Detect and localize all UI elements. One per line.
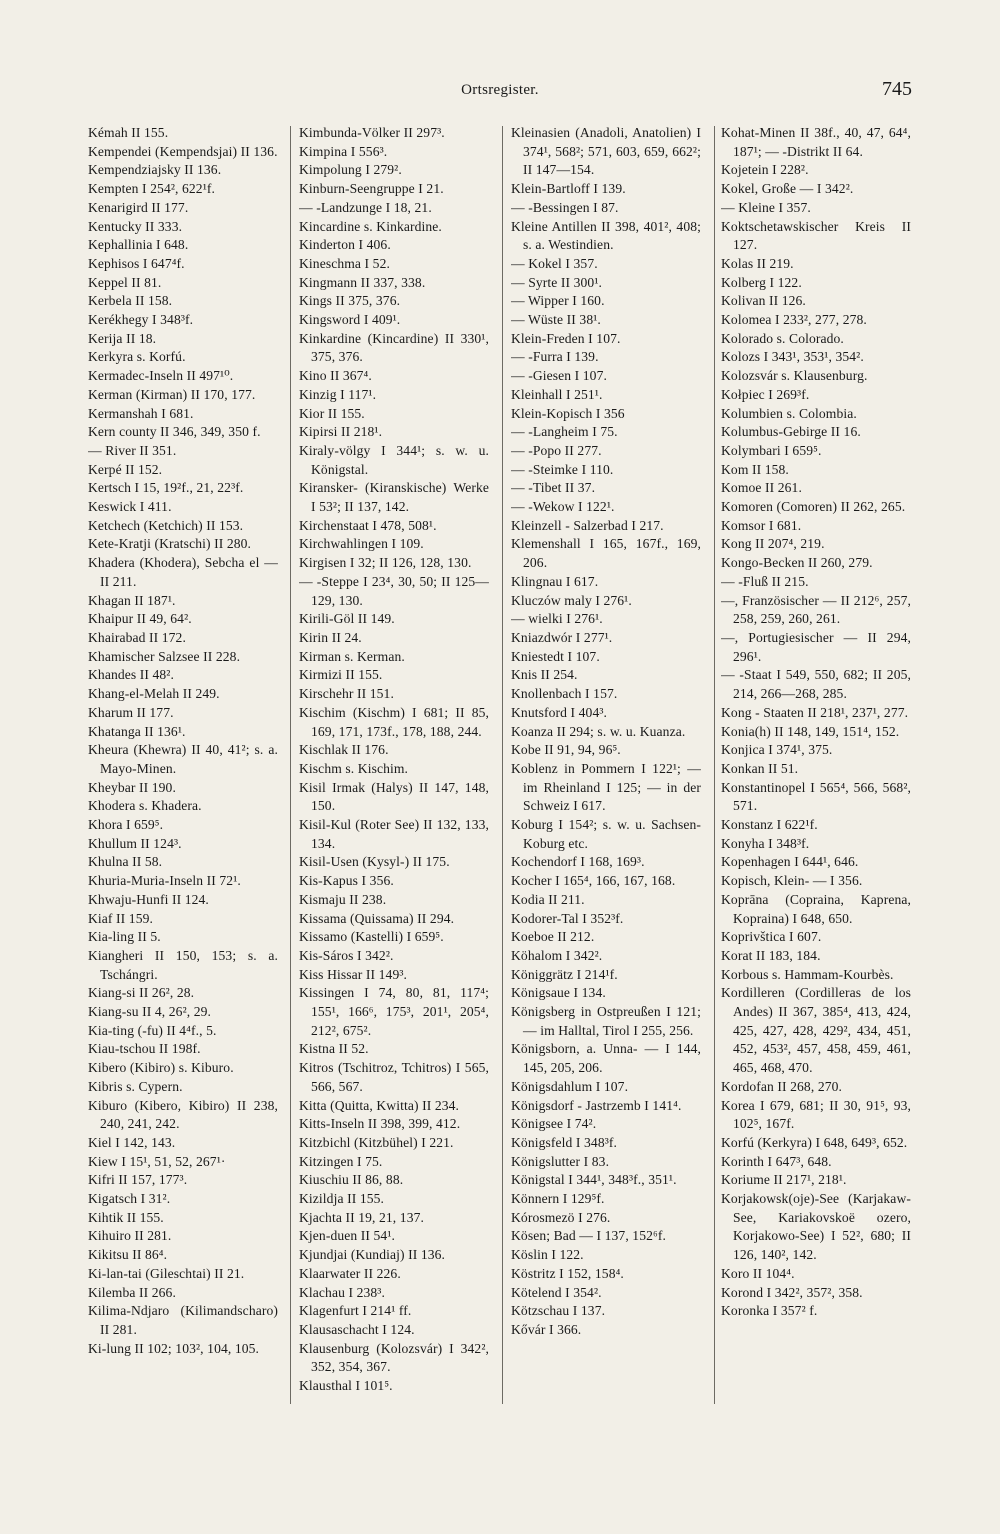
index-entry: Kischim (Kischm) I 681; II 85, 169, 171, 173f., 178, 188, 244. (299, 704, 489, 739)
index-entry: Klein-Bartloff I 139. (511, 181, 626, 197)
index-entry: Königsberg in Ostpreußen I 121; — im Halltal, Tirol I 255, 256. (511, 1004, 701, 1038)
index-entry: Kermadec-Inseln II 497¹⁰. (88, 368, 234, 384)
index-entry: — -Bessingen I 87. (511, 199, 619, 215)
index-entry: Königsdorf - Jastrzemb I 141⁴. (511, 1097, 682, 1113)
index-entry: Kővár I 366. (511, 1322, 582, 1337)
index-entry: Kingmann II 337, 338. (299, 274, 426, 290)
index-entry: Kirgisen I 32; II 126, 128, 130. (299, 555, 472, 571)
index-entry: — -Popo II 277. (511, 442, 602, 458)
index-entry: Königsdahlum I 107. (511, 1078, 629, 1094)
index-entry: Kom II 158. (721, 461, 789, 477)
index-entry: Kötzschau I 137. (511, 1303, 606, 1319)
index-entry: Kisil Irmak (Halys) II 147, 148, 150. (299, 779, 489, 814)
index-entry: Koeboe II 212. (511, 929, 595, 945)
index-entry: Konstanz I 622¹f. (721, 817, 818, 833)
index-entry: Kolomea I 233², 277, 278. (721, 312, 867, 328)
index-entry: Koro II 104⁴. (721, 1265, 795, 1281)
index-entry: Kheybar II 190. (88, 779, 176, 795)
index-entry: — -Tibet II 37. (511, 480, 596, 496)
index-entry: Kolymbari I 659⁵. (721, 442, 822, 458)
index-entry: Kohat-Minen II 38f., 40, 47, 64⁴, 187¹; — -Distrikt II 64. (721, 125, 911, 159)
index-entry: Kertsch I 15, 19²f., 21, 22³f. (88, 480, 244, 496)
index-entry: Königstal I 344¹, 348³f., 351¹. (511, 1172, 677, 1188)
index-entry: Kiraly-völgy I 344¹; s. w. u. Königstal. (299, 442, 489, 477)
index-entry: Kia-ling II 5. (88, 929, 161, 945)
index-entry: Khagan II 187¹. (88, 592, 176, 608)
index-entry: Kinburn-Seengruppe I 21. (299, 181, 444, 197)
index-entry: Kerman (Kirman) II 170, 177. (88, 386, 256, 402)
index-entry: Kinderton I 406. (299, 237, 391, 253)
index-entry: Kolorado s. Colorado. (721, 330, 844, 346)
index-entry: — -Fluß II 215. (721, 573, 809, 589)
index-entry: Khatanga II 136¹. (88, 723, 186, 739)
index-entry: Kino II 367⁴. (299, 368, 372, 384)
index-entry: Ketchech (Ketchich) II 153. (88, 517, 244, 533)
index-entry: Kösen; Bad — I 137, 152⁶f. (511, 1228, 666, 1244)
index-entry: Klausenburg (Kolozsvár) I 342², 352, 354, 367. (299, 1340, 489, 1375)
index-entry: Königslutter I 83. (511, 1153, 610, 1169)
index-entry: Kitta (Quitta, Kwitta) II 234. (299, 1097, 460, 1113)
index-entry: Kempendziajsky II 136. (88, 162, 222, 178)
index-entry: Kerékhegy I 348³f. (88, 312, 194, 328)
index-entry: Kimbunda-Völker II 297³. (299, 125, 445, 140)
index-entry: Korea I 679, 681; II 30, 91⁵, 93, 102⁵, 167f. (721, 1097, 911, 1132)
index-entry: Knis II 254. (511, 667, 578, 683)
index-entry: — River II 351. (88, 442, 177, 458)
index-entry: Koanza II 294; s. w. u. Kuanza. (511, 723, 686, 739)
index-entry: Kordilleren (Cordilleras de los Andes) II 367, 385⁴, 413, 424, 425, 427, 428, 429², 434, 451, 452, 453², 457, 458, 459, 461, 465, 468, 470. (721, 985, 911, 1076)
index-entry: Kinzig I 117¹. (299, 386, 377, 402)
index-entry: Kismaju II 238. (299, 891, 387, 907)
index-entry: Kipirsi II 218¹. (299, 424, 383, 440)
index-entry: Kihuiro II 281. (88, 1228, 172, 1244)
index-entry: Königsaue I 134. (511, 985, 606, 1001)
index-entry: Kineschma I 52. (299, 255, 390, 271)
index-entry: Khodera s. Khadera. (88, 798, 202, 814)
index-entry: Koblenz in Pommern I 122¹; — im Rheinland I 125; — in der Schweiz I 617. (511, 760, 701, 814)
index-entry: Köstritz I 152, 158⁴. (511, 1265, 624, 1281)
index-entry: Kopisch, Klein- — I 356. (721, 873, 863, 889)
index-entry: Kitts-Inseln II 398, 399, 412. (299, 1116, 461, 1132)
index-entry: —, Portugiesischer — II 294, 296¹. (721, 629, 911, 664)
index-entry: Kniestedt I 107. (511, 648, 600, 664)
index-entry: Klingnau I 617. (511, 573, 599, 589)
index-entry: Kiuschiu II 86, 88. (299, 1172, 404, 1188)
index-entry: Korond I 342², 357², 358. (721, 1284, 863, 1300)
index-entry: — Wipper I 160. (511, 293, 605, 309)
index-entry: Kjundjai (Kundiaj) II 136. (299, 1247, 446, 1263)
index-entry: Khairabad II 172. (88, 629, 186, 645)
index-entry: Kissingen I 74, 80, 81, 117⁴; 155¹, 166⁶, 175³, 201¹, 205⁴, 212², 675². (299, 985, 489, 1038)
index-entry: Kephisos I 647⁴f. (88, 255, 185, 271)
index-entry: Korbous s. Hammam-Kourbès. (721, 966, 894, 982)
index-entry: Kempten I 254², 622¹f. (88, 181, 216, 197)
index-entry: Korjakowsk(oje)-See (Karjakaw-See, Kariakovskoë ozero, Korjakowo-See) I 52², 680; II 126, 140², 142. (721, 1191, 911, 1263)
index-entry: — -Langheim I 75. (511, 424, 618, 440)
index-entry: Koburg I 154²; s. w. u. Sachsen-Koburg etc. (511, 817, 701, 851)
index-entry: Keppel II 81. (88, 274, 162, 290)
index-column-4 (721, 124, 911, 1414)
index-entry: Kórosmezö I 276. (511, 1209, 611, 1225)
index-entry: Kihtik II 155. (88, 1209, 164, 1225)
index-entry: Kischlak II 176. (299, 742, 389, 758)
column-divider (714, 126, 715, 1404)
index-entry: Kerpé II 152. (88, 461, 163, 477)
index-entry: Kolozsvár s. Klausenburg. (721, 368, 868, 384)
index-entry: — -Landzunge I 18, 21. (299, 199, 432, 215)
index-entry: Kisil-Usen (Kysyl-) II 175. (299, 854, 450, 870)
index-entry: Kenarigird II 177. (88, 199, 189, 215)
index-entry: Köslin I 122. (511, 1247, 584, 1263)
index-entry: Köhalom I 342². (511, 947, 603, 963)
index-entry: Kleinhall I 251¹. (511, 386, 603, 402)
index-entry: Komoe II 261. (721, 480, 802, 496)
index-entry: Komoren (Comoren) II 262, 265. (721, 499, 906, 515)
index-entry: Kolas II 219. (721, 255, 794, 271)
index-entry: Kempendei (Kempendsjai) II 136. (88, 143, 278, 159)
index-entry: Ki-lung II 102; 103², 104, 105. (88, 1340, 260, 1356)
index-entry: Kjen-duen II 54¹. (299, 1228, 395, 1244)
index-entry: Kephallinia I 648. (88, 237, 189, 253)
index-entry: Kis-Kapus I 356. (299, 873, 394, 889)
index-entry: Kerbela II 158. (88, 293, 173, 309)
index-entry: Kistna II 52. (299, 1041, 369, 1057)
index-entry: Kiransker- (Kiranskische) Werke I 53²; II 137, 142. (299, 480, 489, 515)
index-entry: Kerija II 18. (88, 330, 157, 346)
index-entry: Kolozs I 343¹, 353¹, 354². (721, 349, 864, 365)
index-entry: Kolivan II 126. (721, 293, 806, 309)
index-entry: Kingsword I 409¹. (299, 312, 401, 328)
index-entry: Kimpina I 556³. (299, 143, 388, 159)
index-entry: Königsfeld I 348³f. (511, 1134, 618, 1150)
index-entry: Königgrätz I 214¹f. (511, 966, 618, 982)
index-entry: Kitzingen I 75. (299, 1153, 383, 1169)
index-entry: Kleinasien (Anadoli, Anatolien) I 374¹, 568²; 571, 603, 659, 662²; II 147—154. (511, 125, 701, 178)
index-entry: Kleinzell - Salzerbad I 217. (511, 517, 664, 533)
index-entry: Kolberg I 122. (721, 274, 802, 290)
index-entry: Klein-Kopisch I 356 (511, 405, 625, 421)
index-entry: Keswick I 411. (88, 499, 172, 515)
index-entry: Konkan II 51. (721, 760, 799, 776)
index-entry: Kirman s. Kerman. (299, 648, 405, 664)
index-column-1 (88, 124, 278, 1414)
index-entry: Khulna II 58. (88, 854, 163, 870)
index-entry: Kitzbichl (Kitzbühel) I 221. (299, 1134, 454, 1150)
index-entry: Kifri II 157, 177³. (88, 1172, 188, 1188)
index-entry: Kirchwahlingen I 109. (299, 536, 424, 552)
index-entry: Kémah II 155. (88, 125, 169, 140)
index-entry: Khwaju-Hunfi II 124. (88, 891, 209, 907)
index-entry: Kötelend I 354². (511, 1284, 602, 1300)
index-entry: Kirchenstaat I 478, 508¹. (299, 517, 437, 533)
index-entry: — -Furra I 139. (511, 349, 599, 365)
index-entry: Könnern I 129⁵f. (511, 1191, 605, 1207)
index-entry: Khullum II 124³. (88, 835, 182, 851)
index-entry: Kiss Hissar II 149³. (299, 966, 408, 982)
index-entry: — -Staat I 549, 550, 682; II 205, 214, 266—268, 285. (721, 667, 911, 702)
index-entry: Kodorer-Tal I 352³f. (511, 910, 624, 926)
index-entry: Kiburo (Kibero, Kibiro) II 238, 240, 241, 242. (88, 1097, 278, 1132)
index-entry: — Kokel I 357. (511, 255, 598, 271)
index-entry: Koktschetawskischer Kreis II 127. (721, 218, 911, 253)
index-entry: Kinkardine (Kincardine) II 330¹, 375, 376. (299, 330, 489, 365)
index-entry: Korinth I 647³, 648. (721, 1153, 832, 1169)
index-entry: Kodia II 211. (511, 891, 585, 907)
index-entry: Korfú (Kerkyra) I 648, 649³, 652. (721, 1134, 908, 1150)
index-entry: Kokel, Große — I 342². (721, 181, 854, 197)
index-entry: Kojetein I 228². (721, 162, 809, 178)
index-entry: Kheura (Khewra) II 40, 41²; s. a. Mayo-Minen. (88, 742, 278, 776)
index-entry: Kis-Sáros I 342². (299, 947, 394, 963)
index-entry: Kirschehr II 151. (299, 686, 394, 702)
index-entry: Kibero (Kibiro) s. Kiburo. (88, 1060, 234, 1076)
index-entry: Kern county II 346, 349, 350 f. (88, 424, 261, 440)
index-entry: Khaipur II 49, 64². (88, 611, 192, 627)
index-entry: Kolumbien s. Colombia. (721, 405, 857, 421)
index-entry: Kharum II 177. (88, 704, 174, 720)
index-entry: Kirmizi II 155. (299, 667, 383, 683)
index-entry: Kincardine s. Kinkardine. (299, 218, 442, 234)
index-entry: Komsor I 681. (721, 517, 802, 533)
index-entry: Khang-el-Melah II 249. (88, 686, 220, 702)
index-entry: Koprivštica I 607. (721, 929, 822, 945)
index-entry: Khadera (Khodera), Sebcha el — II 211. (88, 555, 278, 589)
page-number: 745 (882, 78, 912, 100)
index-entry: Kiel I 142, 143. (88, 1134, 176, 1150)
index-entry: Kongo-Becken II 260, 279. (721, 555, 873, 571)
index-entry: Kitros (Tschitroz, Tchitros) I 565, 566, 567. (299, 1060, 489, 1094)
index-entry: Khamischer Salzsee II 228. (88, 648, 241, 664)
index-entry: — Syrte II 300¹. (511, 274, 603, 290)
index-entry: Kolumbus-Gebirge II 16. (721, 424, 861, 440)
index-entry: Kiaf II 159. (88, 910, 153, 926)
index-entry: Kirin II 24. (299, 629, 362, 645)
column-divider (290, 126, 291, 1404)
index-entry: Kerkyra s. Korfú. (88, 349, 186, 365)
index-entry: Kong II 207⁴, 219. (721, 536, 825, 552)
index-entry: Kischm s. Kischim. (299, 760, 409, 776)
index-column-3 (511, 124, 701, 1414)
index-entry: Kilemba II 266. (88, 1284, 176, 1300)
index-entry: Kiangheri II 150, 153; s. a. Tschángri. (88, 947, 278, 982)
index-entry: Kochendorf I 168, 169³. (511, 854, 645, 870)
index-entry: — -Steimke I 110. (511, 461, 614, 477)
index-entry: Khuria-Muria-Inseln II 72¹. (88, 873, 241, 889)
index-entry: Klausthal I 101⁵. (299, 1378, 393, 1394)
index-entry: Kibris s. Cypern. (88, 1078, 183, 1094)
index-entry: Kobe II 91, 94, 96⁵. (511, 742, 621, 758)
index-entry: Klachau I 238³. (299, 1284, 385, 1300)
index-entry: Kiau-tschou II 198f. (88, 1041, 201, 1057)
index-entry: Kordofan II 268, 270. (721, 1078, 843, 1094)
index-entry: Klaarwater II 226. (299, 1265, 401, 1281)
index-entry: Kiang-si II 26², 28. (88, 985, 195, 1001)
index-entry: Kiew I 15¹, 51, 52, 267¹· (88, 1153, 226, 1169)
index-entry: Kikitsu II 86⁴. (88, 1247, 168, 1263)
index-entry: Kisil-Kul (Roter See) II 132, 133, 134. (299, 817, 489, 851)
index-entry: — Kleine I 357. (721, 199, 811, 215)
index-entry: Kings II 375, 376. (299, 293, 401, 309)
index-entry: Klausaschacht I 124. (299, 1322, 415, 1337)
index-entry: Kjachta II 19, 21, 137. (299, 1209, 424, 1225)
index-entry: Kermanshah I 681. (88, 405, 194, 421)
index-entry: Kocher I 165⁴, 166, 167, 168. (511, 873, 676, 889)
index-entry: Kopenhagen I 644¹, 646. (721, 854, 859, 870)
index-entry: Kilima-Ndjaro (Kilimandscharo) II 281. (88, 1303, 278, 1337)
index-entry: Koronka I 357² f. (721, 1303, 818, 1319)
index-entry: Konyha I 348³f. (721, 835, 810, 851)
index-entry: Kniazdwór I 277¹. (511, 629, 613, 645)
index-entry: Königsborn, a. Unna- — I 144, 145, 205, 206. (511, 1041, 701, 1076)
index-entry: Kissama (Quissama) II 294. (299, 910, 455, 926)
index-entry: Koriume II 217¹, 218¹. (721, 1172, 847, 1188)
index-entry: Kigatsch I 31². (88, 1191, 171, 1207)
index-entry: Kong - Staaten II 218¹, 237¹, 277. (721, 704, 909, 720)
column-divider (502, 126, 503, 1404)
index-entry: Klein-Freden I 107. (511, 330, 621, 346)
index-entry: — -Wekow I 122¹. (511, 499, 615, 515)
index-column-2 (299, 124, 489, 1414)
index-entry: —, Französischer — II 212⁶, 257, 258, 259, 260, 261. (721, 592, 911, 627)
index-entry: Kia-ting (-fu) II 4⁴f., 5. (88, 1022, 217, 1038)
index-entry: Kołpiec I 269³f. (721, 386, 810, 402)
index-entry: Kentucky II 333. (88, 218, 183, 234)
index-entry: Khora I 659⁵. (88, 817, 164, 833)
index-entry: Kleine Antillen II 398, 401², 408; s. a. Westindien. (511, 218, 701, 253)
index-entry: Khandes II 48². (88, 667, 174, 683)
index-entry: — -Steppe I 23⁴, 30, 50; II 125—129, 130. (299, 573, 489, 608)
index-entry: — wielki I 276¹. (511, 611, 603, 627)
index-entry: Kimpolung I 279². (299, 162, 402, 178)
index-entry: Kissamo (Kastelli) I 659⁵. (299, 929, 444, 945)
index-entry: Kluczów maly I 276¹. (511, 592, 632, 608)
index-columns (88, 124, 910, 1414)
index-entry: Konia(h) II 148, 149, 151⁴, 152. (721, 723, 900, 739)
index-entry: Knutsford I 404³. (511, 704, 608, 720)
index-entry: — -Giesen I 107. (511, 368, 607, 384)
index-entry: Klagenfurt I 214¹ ff. (299, 1303, 412, 1319)
index-entry: Königsee I 74². (511, 1116, 597, 1132)
running-title: Ortsregister. (461, 82, 539, 98)
index-entry: Kior II 155. (299, 405, 365, 421)
index-entry: Konstantinopel I 565⁴, 566, 568², 571. (721, 779, 911, 814)
index-entry: Kete-Kratji (Kratschi) II 280. (88, 536, 252, 552)
index-entry: Kirili-Göl II 149. (299, 611, 395, 627)
index-entry: Konjica I 374¹, 375. (721, 742, 833, 758)
index-entry: — Wüste II 38¹. (511, 312, 601, 328)
index-entry: Kiang-su II 4, 26², 29. (88, 1004, 212, 1020)
index-entry: Klemenshall I 165, 167f., 169, 206. (511, 536, 701, 571)
index-entry: Ki-lan-tai (Gileschtai) II 21. (88, 1265, 245, 1281)
index-entry: Knollenbach I 157. (511, 686, 618, 702)
index-entry: Koprāna (Copraina, Kaprena, Kopraina) I 648, 650. (721, 891, 911, 926)
index-entry: Korat II 183, 184. (721, 947, 821, 963)
index-entry: Kizildja II 155. (299, 1191, 385, 1207)
